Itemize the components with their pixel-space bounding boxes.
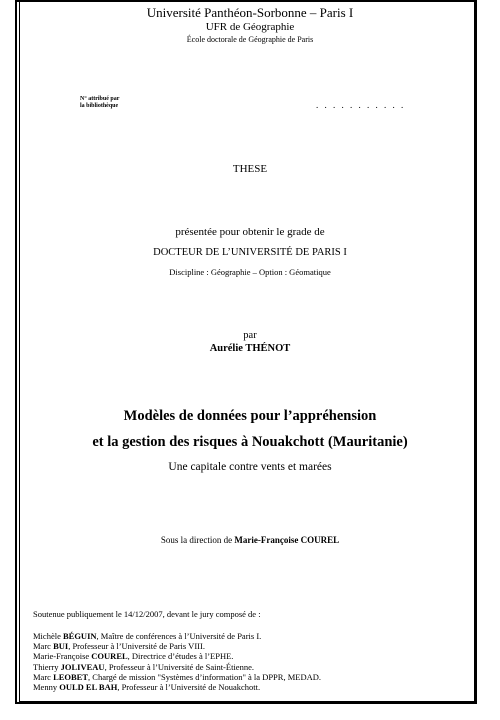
ufr-name: UFR de Géographie — [205, 21, 295, 33]
defense-statement: Soutenue publiquement le 14/12/2007, devant le jury composé de : — [33, 609, 261, 619]
library-label-line2: la bibliothèque — [80, 103, 119, 109]
degree: DOCTEUR DE L’UNIVERSITÉ DE PARIS I — [153, 247, 347, 258]
library-number-label — [80, 96, 119, 110]
university-name: Université Panthéon-Sorbonne – Paris I — [146, 5, 354, 20]
thesis-subtitle: Une capitale contre vents et marées — [168, 461, 332, 473]
jury-member: Marc LEOBET, Chargé de mission "Systèmes d’information" à la DPPR, MEDAD. — [33, 671, 321, 682]
library-number-dots: . . . . . . . . . . . — [316, 100, 406, 110]
jury-member: Marie-Françoise COUREL, Directrice d’études à l’EPHE. — [33, 651, 234, 662]
document-type: THESE — [232, 163, 268, 175]
jury-member: Michèle BÉGUIN, Maître de conférences à l’Université de Paris I. — [33, 631, 262, 641]
jury-member: Thierry JOLIVEAU, Professeur à l’Université de Saint-Étienne. — [33, 661, 254, 672]
direction-prefix: Sous la direction de — [160, 535, 235, 545]
thesis-title-line1: Modèles de données pour l’appréhension — [123, 408, 377, 424]
jury-list — [33, 631, 321, 692]
library-label-line1: N° attribué par — [80, 96, 120, 102]
direction-line — [0, 535, 500, 545]
thesis-title-line2: et la gestion des risques à Nouakchott (Mauritanie) — [92, 434, 408, 450]
author-name: Aurélie THÉNOT — [209, 343, 291, 354]
discipline: Discipline : Géographie – Option : Géomatique — [169, 267, 331, 277]
doctoral-school: École doctorale de Géographie de Paris — [186, 35, 314, 44]
director-name: Marie-Françoise COUREL — [234, 535, 340, 545]
by-label: par — [243, 330, 257, 341]
jury-member: Marc BUI, Professeur à l’Université de Paris VIII. — [33, 641, 205, 652]
jury-member: Menny OULD EL BAH, Professeur à l’Université de Nouakchott. — [33, 682, 261, 693]
presented-for: présentée pour obtenir le grade de — [175, 226, 325, 238]
